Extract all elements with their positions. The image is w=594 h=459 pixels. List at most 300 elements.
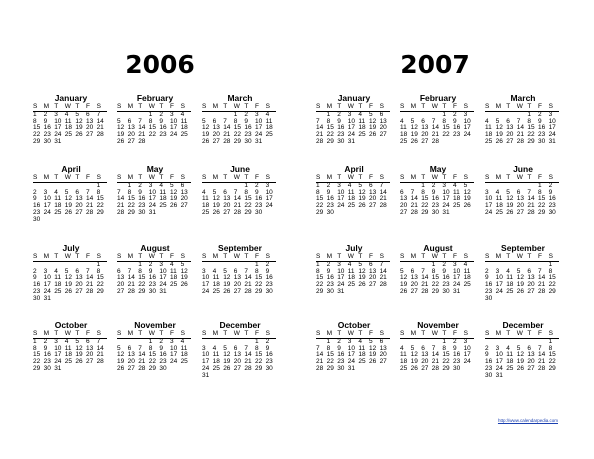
day-cell: 16 [337, 351, 345, 359]
day-cell: 7 [96, 110, 101, 118]
day-cell: 2 [159, 337, 163, 345]
day-cell: 17 [265, 195, 273, 203]
day-cell: 23 [485, 287, 493, 295]
weekday-header: F [368, 253, 373, 260]
weekday-header: W [516, 174, 523, 181]
day-cell: 5 [117, 344, 121, 352]
day-cell: 10 [254, 117, 263, 125]
weekday-header: S [117, 103, 122, 110]
day-cell: 3 [159, 260, 163, 268]
month-name: June [230, 164, 250, 174]
day-cell: 21 [516, 131, 525, 139]
day-cell: 2 [548, 181, 553, 189]
weekday-header: F [169, 330, 174, 337]
day-cell: 12 [212, 195, 220, 203]
weekday-header: S [463, 330, 468, 337]
day-cell: 22 [96, 281, 104, 289]
day-cell: 19 [169, 195, 178, 203]
day-cell: 5 [368, 110, 373, 118]
day-cell: 30 [337, 364, 345, 372]
day-cell: 2 [43, 337, 48, 345]
month-name: August [140, 243, 170, 253]
day-cell: 20 [127, 131, 135, 139]
day-cell: 27 [527, 364, 535, 372]
weekday-header: W [64, 103, 71, 110]
day-cell: 6 [421, 344, 425, 352]
day-cell: 29 [254, 364, 263, 372]
day-cell: 12 [64, 195, 73, 203]
day-cell: 22 [326, 131, 334, 139]
day-cell: 24 [347, 131, 356, 139]
day-cell: 14 [379, 267, 387, 275]
day-cell: 4 [212, 344, 217, 352]
day-cell: 27 [223, 208, 231, 216]
month-name: April [344, 164, 364, 174]
day-cell: 27 [127, 364, 135, 372]
day-cell: 11 [347, 267, 355, 275]
day-cell: 19 [75, 351, 83, 359]
day-cell: 29 [431, 287, 440, 295]
day-cell: 30 [265, 364, 273, 372]
day-cell: 6 [421, 117, 425, 125]
day-cell: 21 [431, 131, 440, 139]
weekday-header: S [96, 103, 101, 110]
day-cell: 14 [117, 195, 125, 203]
weekday-header: W [233, 103, 240, 110]
day-cell: 11 [212, 351, 220, 359]
day-cell: 19 [223, 281, 231, 289]
day-cell: 16 [326, 195, 334, 203]
day-grid [485, 175, 561, 217]
day-cell: 23 [326, 281, 334, 289]
day-cell: 11 [485, 124, 492, 132]
day-cell: 6 [527, 344, 531, 352]
weekday-header: T [223, 103, 228, 110]
weekday-header: T [75, 330, 80, 337]
month-january-2006 [33, 94, 109, 146]
month-november-2007 [400, 321, 476, 373]
day-cell: 18 [506, 358, 514, 366]
day-cell: 28 [85, 208, 94, 216]
day-cell: 15 [138, 274, 146, 282]
day-cell: 20 [527, 281, 535, 289]
day-cell: 15 [326, 124, 334, 132]
day-cell: 3 [337, 181, 341, 189]
month-name: May [146, 164, 164, 174]
day-cell: 2 [337, 337, 341, 345]
weekday-header: S [400, 174, 405, 181]
day-cell: 3 [54, 337, 58, 345]
day-cell: 7 [537, 344, 542, 352]
day-cell: 1 [254, 260, 259, 268]
day-cell: 8 [33, 117, 37, 125]
day-grid [400, 175, 476, 217]
day-cell: 20 [75, 202, 83, 210]
weekday-header: T [223, 253, 228, 260]
day-cell: 25 [180, 358, 188, 366]
day-cell: 10 [452, 267, 461, 275]
month-june-2007 [485, 165, 561, 217]
day-cell: 22 [421, 202, 429, 210]
day-cell: 10 [337, 188, 345, 196]
day-cell: 31 [54, 137, 62, 145]
day-cell: 16 [148, 274, 157, 282]
weekday-header: F [452, 174, 457, 181]
day-cell: 2 [265, 260, 270, 268]
day-cell: 12 [64, 274, 73, 282]
day-cell: 28 [223, 137, 231, 145]
day-cell: 24 [463, 358, 471, 366]
day-cell: 31 [495, 371, 503, 379]
day-cell: 11 [54, 274, 61, 282]
weekday-header: T [527, 103, 532, 110]
day-cell: 3 [169, 337, 174, 345]
weekday-header: T [75, 174, 80, 181]
weekday-header: S [379, 253, 384, 260]
day-cell: 30 [337, 137, 345, 145]
month-name: July [345, 243, 363, 253]
day-cell: 5 [463, 181, 468, 189]
month-name: August [423, 243, 453, 253]
day-cell: 22 [316, 202, 324, 210]
day-cell: 3 [43, 267, 48, 275]
day-cell: 8 [548, 344, 553, 352]
weekday-header: S [463, 253, 468, 260]
day-cell: 23 [148, 281, 157, 289]
month-name: May [429, 164, 447, 174]
weekday-header: S [202, 103, 207, 110]
day-cell: 14 [85, 274, 94, 282]
month-october-2007 [316, 321, 392, 373]
day-cell: 5 [400, 267, 404, 275]
day-grid [117, 331, 193, 373]
weekday-header: F [85, 174, 90, 181]
day-cell: 18 [452, 195, 461, 203]
day-cell: 20 [527, 358, 535, 366]
day-cell: 12 [368, 117, 377, 125]
day-cell: 1 [33, 337, 37, 345]
weekday-header: F [368, 103, 373, 110]
day-cell: 21 [537, 281, 546, 289]
weekday-header: M [43, 103, 50, 110]
day-cell: 20 [75, 281, 83, 289]
day-cell: 3 [202, 344, 206, 352]
day-cell: 23 [326, 202, 334, 210]
month-name: October [337, 320, 371, 330]
day-cell: 19 [358, 274, 366, 282]
weekday-header: S [33, 253, 38, 260]
day-cell: 17 [347, 124, 356, 132]
day-cell: 8 [96, 267, 101, 275]
day-cell: 28 [138, 364, 146, 372]
weekday-header: T [138, 253, 143, 260]
day-cell: 5 [410, 117, 415, 125]
day-cell: 14 [379, 188, 387, 196]
weekday-header: S [265, 174, 270, 181]
day-cell: 1 [326, 110, 331, 118]
weekday-header: S [548, 174, 553, 181]
weekday-header: S [485, 174, 490, 181]
day-cell: 5 [516, 267, 521, 275]
weekday-header: S [33, 174, 38, 181]
day-cell: 9 [159, 344, 163, 352]
day-cell: 16 [265, 274, 273, 282]
day-cell: 24 [169, 358, 178, 366]
day-cell: 5 [495, 117, 500, 125]
weekday-header: T [138, 103, 143, 110]
day-cell: 13 [233, 274, 242, 282]
day-cell: 14 [85, 195, 94, 203]
day-cell: 20 [421, 358, 429, 366]
day-cell: 27 [421, 364, 429, 372]
day-cell: 14 [316, 124, 324, 132]
weekday-header: M [212, 330, 219, 337]
day-cell: 8 [548, 267, 553, 275]
day-cell: 24 [159, 281, 167, 289]
day-cell: 30 [431, 208, 440, 216]
weekday-header: T [358, 103, 363, 110]
day-cell: 25 [54, 208, 62, 216]
day-cell: 2 [485, 344, 489, 352]
day-cell: 19 [495, 131, 503, 139]
day-cell: 27 [233, 364, 242, 372]
day-cell: 23 [43, 358, 51, 366]
day-cell: 22 [33, 358, 41, 366]
day-cell: 30 [33, 215, 41, 223]
day-cell: 1 [537, 181, 542, 189]
day-cell: 15 [421, 195, 429, 203]
day-cell: 12 [495, 124, 503, 132]
day-cell: 9 [537, 117, 542, 125]
source-link[interactable]: http://www.calendarpedia.com [497, 418, 558, 423]
day-cell: 19 [516, 358, 525, 366]
day-cell: 16 [138, 195, 146, 203]
day-cell: 19 [400, 281, 408, 289]
day-cell: 15 [548, 351, 556, 359]
weekday-header: T [421, 253, 426, 260]
day-cell: 21 [117, 202, 125, 210]
weekday-header: S [316, 253, 321, 260]
weekday-header: S [548, 103, 553, 110]
day-cell: 7 [127, 267, 132, 275]
day-cell: 29 [527, 137, 535, 145]
day-cell: 21 [96, 124, 104, 132]
day-cell: 21 [138, 358, 146, 366]
day-cell: 10 [43, 195, 51, 203]
day-cell: 9 [548, 188, 553, 196]
day-cell: 13 [379, 344, 387, 352]
day-cell: 29 [326, 137, 334, 145]
day-cell: 18 [495, 202, 503, 210]
day-cell: 27 [400, 208, 408, 216]
weekday-header: M [212, 103, 219, 110]
day-cell: 28 [316, 364, 324, 372]
year-title-2007: 2007 [400, 50, 470, 79]
weekday-header: M [326, 330, 333, 337]
day-cell: 27 [368, 281, 377, 289]
day-cell: 23 [537, 131, 546, 139]
day-cell: 17 [347, 351, 356, 359]
day-cell: 12 [75, 344, 83, 352]
weekday-header: T [358, 330, 363, 337]
day-cell: 23 [452, 131, 461, 139]
day-cell: 16 [159, 351, 167, 359]
day-cell: 15 [254, 351, 263, 359]
day-cell: 28 [379, 202, 387, 210]
day-cell: 8 [148, 117, 153, 125]
weekday-header: M [410, 330, 417, 337]
day-cell: 22 [148, 131, 157, 139]
weekday-header: S [117, 330, 122, 337]
day-grid [33, 104, 109, 146]
month-september-2006 [202, 244, 278, 296]
day-cell: 14 [516, 124, 525, 132]
day-cell: 25 [212, 364, 220, 372]
day-cell: 26 [368, 131, 377, 139]
day-cell: 10 [159, 267, 167, 275]
day-cell: 26 [495, 137, 503, 145]
day-grid [202, 331, 278, 380]
day-cell: 27 [506, 137, 514, 145]
day-cell: 23 [337, 358, 345, 366]
day-cell: 20 [421, 131, 429, 139]
day-cell: 3 [463, 110, 468, 118]
day-cell: 14 [233, 195, 242, 203]
day-grid [400, 331, 476, 373]
day-cell: 20 [233, 358, 242, 366]
weekday-header: S [379, 330, 384, 337]
day-cell: 26 [358, 281, 366, 289]
weekday-header: T [506, 253, 511, 260]
day-cell: 7 [85, 267, 90, 275]
month-august-2007 [400, 244, 476, 296]
day-cell: 20 [212, 131, 220, 139]
month-name: September [218, 243, 262, 253]
day-cell: 6 [400, 188, 404, 196]
weekday-header: F [169, 174, 174, 181]
day-cell: 10 [202, 274, 210, 282]
day-cell: 26 [410, 137, 418, 145]
day-cell: 19 [358, 195, 366, 203]
day-cell: 17 [337, 274, 345, 282]
weekday-header: S [400, 253, 405, 260]
day-cell: 25 [212, 287, 220, 295]
day-cell: 21 [96, 351, 104, 359]
day-cell: 27 [75, 287, 83, 295]
day-cell: 8 [316, 267, 320, 275]
day-cell: 18 [485, 131, 493, 139]
day-cell: 7 [316, 344, 320, 352]
day-cell: 25 [506, 364, 514, 372]
day-cell: 9 [148, 267, 153, 275]
day-cell: 20 [368, 274, 377, 282]
weekday-header: S [96, 174, 101, 181]
day-cell: 8 [233, 117, 238, 125]
day-grid [316, 175, 392, 217]
day-cell: 19 [64, 281, 73, 289]
day-cell: 3 [452, 260, 457, 268]
day-cell: 12 [202, 124, 210, 132]
day-cell: 18 [358, 351, 366, 359]
day-cell: 27 [379, 131, 387, 139]
day-cell: 11 [212, 274, 220, 282]
day-cell: 20 [410, 281, 418, 289]
day-cell: 26 [506, 208, 514, 216]
day-cell: 1 [254, 337, 259, 345]
day-cell: 30 [326, 287, 334, 295]
day-cell: 18 [54, 202, 62, 210]
day-cell: 2 [431, 181, 436, 189]
day-cell: 21 [421, 281, 429, 289]
day-cell: 2 [33, 267, 37, 275]
day-cell: 16 [326, 274, 334, 282]
weekday-header: M [127, 253, 134, 260]
weekday-header: T [244, 330, 249, 337]
day-cell: 18 [506, 281, 514, 289]
day-cell: 11 [400, 124, 407, 132]
day-cell: 10 [548, 117, 556, 125]
day-cell: 11 [347, 188, 355, 196]
weekday-header: T [138, 330, 143, 337]
day-grid [202, 254, 278, 296]
day-cell: 10 [495, 274, 503, 282]
day-cell: 24 [442, 202, 450, 210]
day-cell: 31 [347, 137, 356, 145]
weekday-header: W [347, 330, 354, 337]
day-cell: 17 [43, 281, 51, 289]
day-cell: 16 [33, 202, 41, 210]
day-cell: 15 [148, 124, 157, 132]
day-cell: 5 [202, 117, 206, 125]
day-cell: 10 [463, 117, 471, 125]
weekday-header: S [265, 330, 270, 337]
day-cell: 9 [265, 267, 270, 275]
day-cell: 1 [127, 181, 132, 189]
day-cell: 15 [148, 351, 157, 359]
day-cell: 19 [410, 358, 418, 366]
day-cell: 28 [117, 208, 125, 216]
day-cell: 28 [96, 131, 104, 139]
day-cell: 24 [202, 364, 210, 372]
day-cell: 21 [410, 202, 418, 210]
weekday-header: W [431, 253, 438, 260]
day-cell: 3 [495, 267, 500, 275]
day-cell: 17 [169, 351, 178, 359]
weekday-header: F [537, 330, 542, 337]
day-cell: 4 [54, 188, 58, 196]
weekday-header: M [212, 174, 219, 181]
month-name: April [61, 164, 81, 174]
weekday-header: W [516, 253, 523, 260]
day-cell: 19 [117, 358, 125, 366]
day-cell: 27 [180, 202, 188, 210]
day-cell: 30 [326, 208, 334, 216]
day-cell: 28 [127, 287, 135, 295]
day-cell: 6 [223, 188, 227, 196]
day-cell: 8 [254, 344, 259, 352]
month-april-2006 [33, 165, 109, 224]
day-cell: 2 [326, 181, 331, 189]
day-cell: 11 [180, 344, 188, 352]
weekday-header: S [96, 253, 101, 260]
day-cell: 24 [254, 131, 263, 139]
day-cell: 29 [537, 208, 546, 216]
day-cell: 9 [326, 267, 331, 275]
day-cell: 6 [85, 337, 90, 345]
day-cell: 16 [254, 195, 263, 203]
day-cell: 13 [400, 195, 408, 203]
day-cell: 1 [431, 260, 436, 268]
